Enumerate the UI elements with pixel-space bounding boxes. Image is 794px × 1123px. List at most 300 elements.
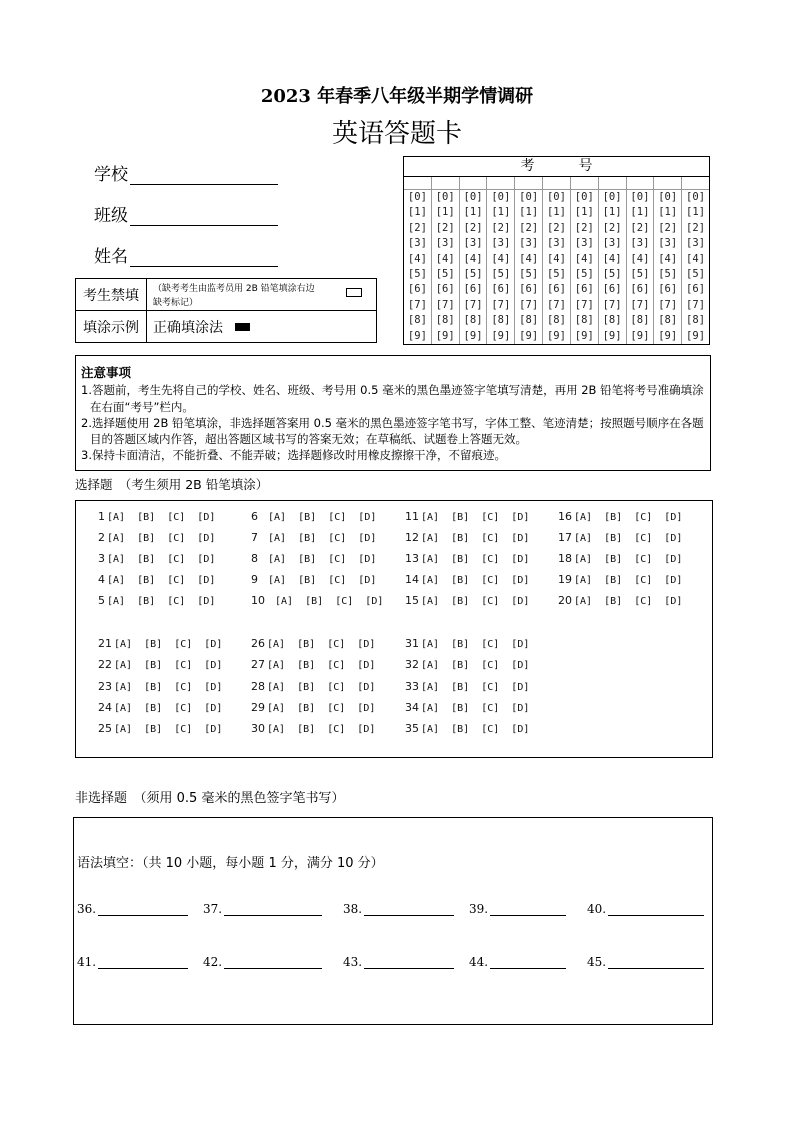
answer-options[interactable]: [A] [B] [C] [D]	[421, 554, 530, 565]
digit-bubble[interactable]: [6]	[435, 283, 455, 296]
choice-question[interactable]	[251, 722, 375, 735]
exam-number-column	[515, 177, 543, 344]
digit-bubble[interactable]: [9]	[686, 329, 706, 342]
choice-question[interactable]	[558, 531, 682, 544]
digit-bubble[interactable]: [5]	[686, 267, 706, 280]
exam-number-write-cell[interactable]	[682, 177, 709, 190]
digit-bubble[interactable]: [1]	[407, 206, 427, 219]
digit-bubble[interactable]: [1]	[658, 206, 678, 219]
exam-title: 2023 年春季八年级半期学情调研	[260, 86, 534, 107]
answer-options[interactable]: [A] [B] [C] [D]	[268, 512, 377, 523]
question-number: 11	[405, 510, 419, 523]
question-number: 30	[251, 722, 265, 735]
school-label: 学校	[94, 165, 128, 185]
choice-question[interactable]	[558, 552, 682, 565]
digit-bubble[interactable]: [2]	[519, 221, 539, 234]
choice-question[interactable]	[251, 701, 375, 714]
digit-bubble[interactable]: [9]	[519, 329, 539, 342]
free-section-label: 非选择题 （须用 0.5 毫米的黑色签字笔书写）	[75, 791, 345, 806]
digit-bubble[interactable]: [7]	[686, 298, 706, 311]
digit-bubble[interactable]: [0]	[407, 191, 427, 203]
digit-bubble[interactable]: [4]	[686, 252, 706, 265]
choice-question[interactable]	[98, 680, 222, 693]
question-number: 28	[251, 680, 265, 693]
exam-number-header-left: 考	[520, 158, 535, 174]
digit-bubble[interactable]: [5]	[407, 267, 427, 280]
choice-question[interactable]	[251, 510, 376, 523]
answer-options[interactable]: [A] [B] [C] [D]	[574, 554, 683, 565]
question-number: 22	[98, 658, 112, 671]
digit-bubble[interactable]: [4]	[491, 252, 511, 265]
answer-line[interactable]	[364, 956, 454, 969]
answer-line[interactable]	[490, 956, 566, 969]
exam-number-write-cell[interactable]	[460, 177, 487, 190]
question-number: 4	[98, 573, 105, 586]
digit-bubble[interactable]: [8]	[658, 314, 678, 327]
digit-bubble[interactable]: [9]	[407, 329, 427, 342]
choice-question[interactable]	[405, 552, 529, 565]
absence-mark-box[interactable]	[346, 288, 362, 297]
digit-bubble[interactable]: [6]	[463, 283, 483, 296]
digit-bubble[interactable]: [8]	[546, 314, 566, 327]
digit-bubble[interactable]: [8]	[602, 314, 622, 327]
blank-answer[interactable]	[77, 955, 188, 969]
digit-bubble[interactable]: [9]	[546, 329, 566, 342]
question-number: 26	[251, 637, 265, 650]
answer-options[interactable]: [A] [B] [C] [D]	[421, 724, 530, 735]
digit-bubble[interactable]: [9]	[658, 329, 678, 342]
choice-question[interactable]	[405, 531, 529, 544]
digit-bubble[interactable]: [8]	[519, 314, 539, 327]
choice-question[interactable]	[405, 701, 529, 714]
digit-bubble[interactable]: [7]	[574, 298, 594, 311]
fill-example-text: 正确填涂法	[153, 319, 223, 336]
answer-options[interactable]: [A] [B] [C] [D]	[421, 596, 530, 607]
choice-question[interactable]	[251, 573, 376, 586]
digit-bubble[interactable]: [2]	[491, 221, 511, 234]
digit-bubble[interactable]: [3]	[686, 237, 706, 250]
answer-options[interactable]: [A] [B] [C] [D]	[574, 533, 683, 544]
digit-bubble[interactable]: [4]	[435, 252, 455, 265]
digit-bubble[interactable]: [4]	[463, 252, 483, 265]
choice-question[interactable]	[98, 594, 215, 607]
exam-number-header	[404, 157, 709, 177]
question-number: 6	[251, 510, 258, 523]
digit-bubble[interactable]: [7]	[546, 298, 566, 311]
question-number: 14	[405, 573, 419, 586]
blank-number: 39.	[469, 902, 489, 916]
choice-question[interactable]	[98, 573, 215, 586]
digit-bubble[interactable]: [7]	[407, 298, 427, 311]
digit-bubble[interactable]: [6]	[686, 283, 706, 296]
answer-options[interactable]: [A] [B] [C] [D]	[267, 724, 376, 735]
digit-bubble[interactable]: [5]	[658, 267, 678, 280]
absence-instruction	[147, 279, 376, 310]
answer-line[interactable]	[224, 903, 322, 916]
blank-number: 40.	[587, 902, 607, 916]
ban-label: 考生禁填	[76, 279, 147, 310]
class-field[interactable]	[94, 201, 278, 226]
blank-answer[interactable]	[343, 902, 454, 916]
exam-number-columns	[404, 177, 709, 344]
question-number: 16	[558, 510, 572, 523]
answer-options[interactable]: [A] [B] [C] [D]	[107, 596, 216, 607]
question-number: 29	[251, 701, 265, 714]
choice-question[interactable]	[405, 573, 529, 586]
blank-number: 41.	[77, 955, 97, 969]
blank-answer[interactable]	[203, 902, 322, 916]
notice-box	[75, 355, 711, 471]
digit-bubble[interactable]: [6]	[546, 283, 566, 296]
blank-answer[interactable]	[469, 902, 566, 916]
question-number: 27	[251, 658, 265, 671]
digit-bubble[interactable]: [4]	[546, 252, 566, 265]
digit-bubble[interactable]: [8]	[574, 314, 594, 327]
question-number: 5	[98, 594, 105, 607]
digit-bubble[interactable]: [5]	[491, 267, 511, 280]
question-number: 17	[558, 531, 572, 544]
digit-bubble[interactable]: [2]	[686, 221, 706, 234]
question-number: 33	[405, 680, 419, 693]
answer-line[interactable]	[98, 956, 188, 969]
answer-options[interactable]: [A] [B] [C] [D]	[574, 512, 683, 523]
digit-bubble[interactable]: [5]	[602, 267, 622, 280]
answer-options[interactable]: [A] [B] [C] [D]	[267, 660, 376, 671]
blank-number: 37.	[203, 902, 223, 916]
question-number: 19	[558, 573, 572, 586]
grammar-fill-title: 语法填空：（共 10 小题，每小题 1 分，满分 10 分）	[77, 856, 384, 871]
digit-bubble[interactable]: [1]	[574, 206, 594, 219]
answer-options[interactable]: [A] [B] [C] [D]	[114, 682, 223, 693]
digit-bubble[interactable]: [6]	[574, 283, 594, 296]
digit-bubble[interactable]: [3]	[630, 237, 650, 250]
name-label: 姓名	[94, 247, 128, 267]
exam-number-grid	[403, 156, 710, 345]
exam-number-write-cell[interactable]	[599, 177, 626, 190]
answer-options[interactable]: [A] [B] [C] [D]	[267, 703, 376, 714]
digit-bubble[interactable]: [6]	[491, 283, 511, 296]
exam-number-column	[543, 177, 571, 344]
blank-number: 45.	[587, 955, 607, 969]
digit-bubble[interactable]: [2]	[546, 221, 566, 234]
digit-bubble[interactable]: [5]	[435, 267, 455, 280]
digit-bubble[interactable]: [9]	[630, 329, 650, 342]
digit-bubble[interactable]: [2]	[435, 221, 455, 234]
question-number: 35	[405, 722, 419, 735]
digit-bubble[interactable]: [6]	[602, 283, 622, 296]
answer-options[interactable]: [A] [B] [C] [D]	[421, 639, 530, 650]
answer-options[interactable]: [A] [B] [C] [D]	[107, 554, 216, 565]
digit-bubble[interactable]: [9]	[435, 329, 455, 342]
exam-number-column	[487, 177, 515, 344]
digit-bubble[interactable]: [9]	[491, 329, 511, 342]
question-number: 31	[405, 637, 419, 650]
choice-question[interactable]	[405, 680, 529, 693]
digit-bubble[interactable]: [5]	[519, 267, 539, 280]
class-label: 班级	[94, 206, 128, 226]
exam-number-write-cell[interactable]	[571, 177, 598, 190]
blank-number: 38.	[343, 902, 363, 916]
choice-question[interactable]	[98, 701, 222, 714]
digit-bubble[interactable]: [3]	[658, 237, 678, 250]
question-number: 2	[98, 531, 105, 544]
question-number: 1	[98, 510, 105, 523]
answer-options[interactable]: [A] [B] [C] [D]	[421, 533, 530, 544]
choice-question[interactable]	[98, 531, 215, 544]
blank-answer[interactable]	[343, 955, 454, 969]
digit-bubble[interactable]: [4]	[407, 252, 427, 265]
digit-bubble[interactable]: [6]	[407, 283, 427, 296]
blank-number: 36.	[77, 902, 97, 916]
answer-options[interactable]: [A] [B] [C] [D]	[421, 703, 530, 714]
digit-bubble[interactable]: [1]	[491, 206, 511, 219]
digit-bubble[interactable]: [8]	[435, 314, 455, 327]
choice-question[interactable]	[98, 658, 222, 671]
question-number: 7	[251, 531, 258, 544]
exam-number-write-cell[interactable]	[627, 177, 654, 190]
digit-bubble[interactable]: [1]	[546, 206, 566, 219]
digit-bubble[interactable]: [3]	[546, 237, 566, 250]
notice-item: 3.保持卡面清洁，不能折叠、不能弄破；选择题修改时用橡皮擦擦干净，不留痕迹。	[81, 448, 506, 463]
choice-question[interactable]	[251, 552, 376, 565]
digit-bubble[interactable]: [8]	[407, 314, 427, 327]
digit-bubble[interactable]: [3]	[407, 237, 427, 250]
blank-number: 43.	[343, 955, 363, 969]
answer-options[interactable]: [A] [B] [C] [D]	[574, 596, 683, 607]
digit-bubble[interactable]: [2]	[658, 221, 678, 234]
question-number: 24	[98, 701, 112, 714]
digit-bubble[interactable]: [7]	[658, 298, 678, 311]
blank-number: 42.	[203, 955, 223, 969]
digit-bubble[interactable]: [6]	[519, 283, 539, 296]
answer-options[interactable]: [A] [B] [C] [D]	[114, 724, 223, 735]
digit-bubble[interactable]: [5]	[574, 267, 594, 280]
digit-bubble[interactable]: [0]	[435, 191, 455, 203]
answer-line[interactable]	[608, 956, 704, 969]
digit-bubble[interactable]: [0]	[602, 191, 622, 203]
answer-options[interactable]: [A] [B] [C] [D]	[114, 703, 223, 714]
choice-question[interactable]	[251, 531, 376, 544]
blank-answer[interactable]	[587, 902, 704, 916]
digit-bubble[interactable]: [7]	[491, 298, 511, 311]
exam-number-write-cell[interactable]	[515, 177, 542, 190]
answer-options[interactable]: [A] [B] [C] [D]	[275, 596, 384, 607]
choice-question[interactable]	[558, 573, 682, 586]
filled-box-icon	[235, 323, 250, 331]
school-input-line[interactable]	[130, 166, 278, 185]
question-number: 25	[98, 722, 112, 735]
digit-bubble[interactable]: [0]	[491, 191, 511, 203]
exam-number-write-cell[interactable]	[543, 177, 570, 190]
choice-question[interactable]	[405, 722, 529, 735]
digit-bubble[interactable]: [1]	[686, 206, 706, 219]
school-field[interactable]	[94, 160, 278, 185]
digit-bubble[interactable]: [9]	[463, 329, 483, 342]
answer-options[interactable]: [A] [B] [C] [D]	[107, 575, 216, 586]
answer-line[interactable]	[98, 903, 188, 916]
digit-bubble[interactable]: [2]	[407, 221, 427, 234]
fill-example-label: 填涂示例	[76, 311, 147, 342]
digit-bubble[interactable]: [5]	[546, 267, 566, 280]
digit-bubble[interactable]: [6]	[658, 283, 678, 296]
blank-answer[interactable]	[587, 955, 704, 969]
digit-bubble[interactable]: [1]	[463, 206, 483, 219]
digit-bubble[interactable]: [3]	[519, 237, 539, 250]
question-number: 10	[251, 594, 265, 607]
question-number: 21	[98, 637, 112, 650]
question-number: 9	[251, 573, 258, 586]
answer-options[interactable]: [A] [B] [C] [D]	[114, 639, 223, 650]
question-number: 32	[405, 658, 419, 671]
question-number: 34	[405, 701, 419, 714]
notice-item: 1.答题前，考生先将自己的学校、姓名、班级、考号用 0.5 毫米的黑色墨迹签字笔填写清楚，再用 2B 铅笔将考号准确填涂在右面“考号”栏内。	[81, 383, 704, 414]
answer-line[interactable]	[608, 903, 704, 916]
answer-line[interactable]	[490, 903, 566, 916]
digit-bubble[interactable]: [3]	[574, 237, 594, 250]
digit-bubble[interactable]: [5]	[463, 267, 483, 280]
digit-bubble[interactable]: [4]	[574, 252, 594, 265]
digit-bubble[interactable]: [0]	[658, 191, 678, 203]
exam-number-column	[654, 177, 682, 344]
choice-question[interactable]	[251, 658, 375, 671]
digit-bubble[interactable]: [2]	[630, 221, 650, 234]
question-number: 23	[98, 680, 112, 693]
digit-bubble[interactable]: [6]	[630, 283, 650, 296]
answer-options[interactable]: [A] [B] [C] [D]	[268, 575, 377, 586]
digit-bubble[interactable]: [1]	[602, 206, 622, 219]
digit-bubble[interactable]: [1]	[435, 206, 455, 219]
choice-question[interactable]	[405, 637, 529, 650]
answer-line[interactable]	[224, 956, 322, 969]
exam-number-column	[404, 177, 432, 344]
answer-options[interactable]: [A] [B] [C] [D]	[107, 512, 216, 523]
answer-options[interactable]: [A] [B] [C] [D]	[114, 660, 223, 671]
exam-number-column	[627, 177, 655, 344]
exam-number-write-cell[interactable]	[432, 177, 459, 190]
digit-bubble[interactable]: [3]	[602, 237, 622, 250]
digit-bubble[interactable]: [4]	[658, 252, 678, 265]
absence-mark-table	[75, 278, 377, 343]
choice-question[interactable]	[405, 510, 529, 523]
digit-bubble[interactable]: [9]	[574, 329, 594, 342]
exam-number-write-cell[interactable]	[487, 177, 514, 190]
name-field[interactable]	[94, 242, 278, 267]
answer-options[interactable]: [A] [B] [C] [D]	[268, 554, 377, 565]
digit-bubble[interactable]: [3]	[435, 237, 455, 250]
digit-bubble[interactable]: [7]	[519, 298, 539, 311]
answer-options[interactable]: [A] [B] [C] [D]	[107, 533, 216, 544]
digit-bubble[interactable]: [0]	[686, 191, 706, 203]
notice-item: 2.选择题使用 2B 铅笔填涂，非选择题答案用 0.5 毫米的黑色墨迹签字笔书写，字体工整、笔迹清楚；按照题号顺序在各题目的答题区域内作答，超出答题区域书写的答案无效；在草稿纸、试题卷上答题无效。	[81, 415, 704, 447]
digit-bubble[interactable]: [0]	[630, 191, 650, 203]
digit-bubble[interactable]: [3]	[463, 237, 483, 250]
digit-bubble[interactable]: [2]	[602, 221, 622, 234]
choice-question[interactable]	[251, 594, 383, 607]
blank-answer[interactable]	[203, 955, 322, 969]
question-number: 18	[558, 552, 572, 565]
blank-answer[interactable]	[77, 902, 188, 916]
exam-number-column	[682, 177, 709, 344]
question-number: 13	[405, 552, 419, 565]
choice-section-label: 选择题 （考生须用 2B 铅笔填涂）	[75, 477, 269, 492]
choice-question[interactable]	[405, 594, 529, 607]
absence-instruction-line1: （缺考考生由监考员用 2B 铅笔填涂右边	[153, 284, 315, 294]
absence-instruction-line2: 缺考标记）	[153, 298, 199, 308]
digit-bubble[interactable]: [4]	[519, 252, 539, 265]
digit-bubble[interactable]: [7]	[435, 298, 455, 311]
digit-bubble[interactable]: [1]	[630, 206, 650, 219]
notice-title: 注意事项	[81, 365, 132, 380]
digit-bubble[interactable]: [7]	[630, 298, 650, 311]
answer-options[interactable]: [A] [B] [C] [D]	[421, 512, 530, 523]
digit-bubble[interactable]: [0]	[463, 191, 483, 203]
choice-question[interactable]	[251, 680, 375, 693]
exam-number-column	[460, 177, 488, 344]
free-response-area	[73, 817, 713, 1025]
answer-options[interactable]: [A] [B] [C] [D]	[574, 575, 683, 586]
card-subtitle: 英语答题卡	[331, 119, 462, 149]
digit-bubble[interactable]: [0]	[519, 191, 539, 203]
choice-question[interactable]	[98, 637, 222, 650]
answer-line[interactable]	[364, 903, 454, 916]
digit-bubble[interactable]: [8]	[630, 314, 650, 327]
digit-bubble[interactable]: [5]	[630, 267, 650, 280]
name-input-line[interactable]	[130, 248, 278, 267]
choice-question[interactable]	[558, 594, 682, 607]
exam-number-write-cell[interactable]	[654, 177, 681, 190]
digit-bubble[interactable]: [2]	[463, 221, 483, 234]
digit-bubble[interactable]: [7]	[602, 298, 622, 311]
exam-number-write-cell[interactable]	[404, 177, 431, 190]
answer-options[interactable]: [A] [B] [C] [D]	[421, 682, 530, 693]
blank-number: 44.	[469, 955, 489, 969]
answer-options[interactable]: [A] [B] [C] [D]	[421, 575, 530, 586]
digit-bubble[interactable]: [0]	[574, 191, 594, 203]
answer-options[interactable]: [A] [B] [C] [D]	[421, 660, 530, 671]
digit-bubble[interactable]: [0]	[546, 191, 566, 203]
digit-bubble[interactable]: [2]	[574, 221, 594, 234]
exam-number-column	[599, 177, 627, 344]
choice-question[interactable]	[98, 552, 215, 565]
digit-bubble[interactable]: [8]	[686, 314, 706, 327]
choice-question[interactable]	[98, 722, 222, 735]
digit-bubble[interactable]: [7]	[463, 298, 483, 311]
exam-number-header-right: 号	[578, 158, 593, 174]
digit-bubble[interactable]: [9]	[602, 329, 622, 342]
digit-bubble[interactable]: [3]	[491, 237, 511, 250]
digit-bubble[interactable]: [8]	[491, 314, 511, 327]
digit-bubble[interactable]: [1]	[519, 206, 539, 219]
blank-answer[interactable]	[469, 955, 566, 969]
digit-bubble[interactable]: [4]	[630, 252, 650, 265]
answer-options[interactable]: [A] [B] [C] [D]	[268, 533, 377, 544]
question-number: 8	[251, 552, 258, 565]
answer-options[interactable]: [A] [B] [C] [D]	[267, 639, 376, 650]
fill-example	[147, 311, 376, 342]
question-number: 3	[98, 552, 105, 565]
choice-question[interactable]	[98, 510, 215, 523]
choice-question[interactable]	[251, 637, 375, 650]
choice-question[interactable]	[405, 658, 529, 671]
class-input-line[interactable]	[130, 207, 278, 226]
exam-number-column	[432, 177, 460, 344]
question-number: 12	[405, 531, 419, 544]
multiple-choice-area	[75, 500, 713, 758]
digit-bubble[interactable]: [4]	[602, 252, 622, 265]
digit-bubble[interactable]: [8]	[463, 314, 483, 327]
answer-options[interactable]: [A] [B] [C] [D]	[267, 682, 376, 693]
choice-question[interactable]	[558, 510, 682, 523]
